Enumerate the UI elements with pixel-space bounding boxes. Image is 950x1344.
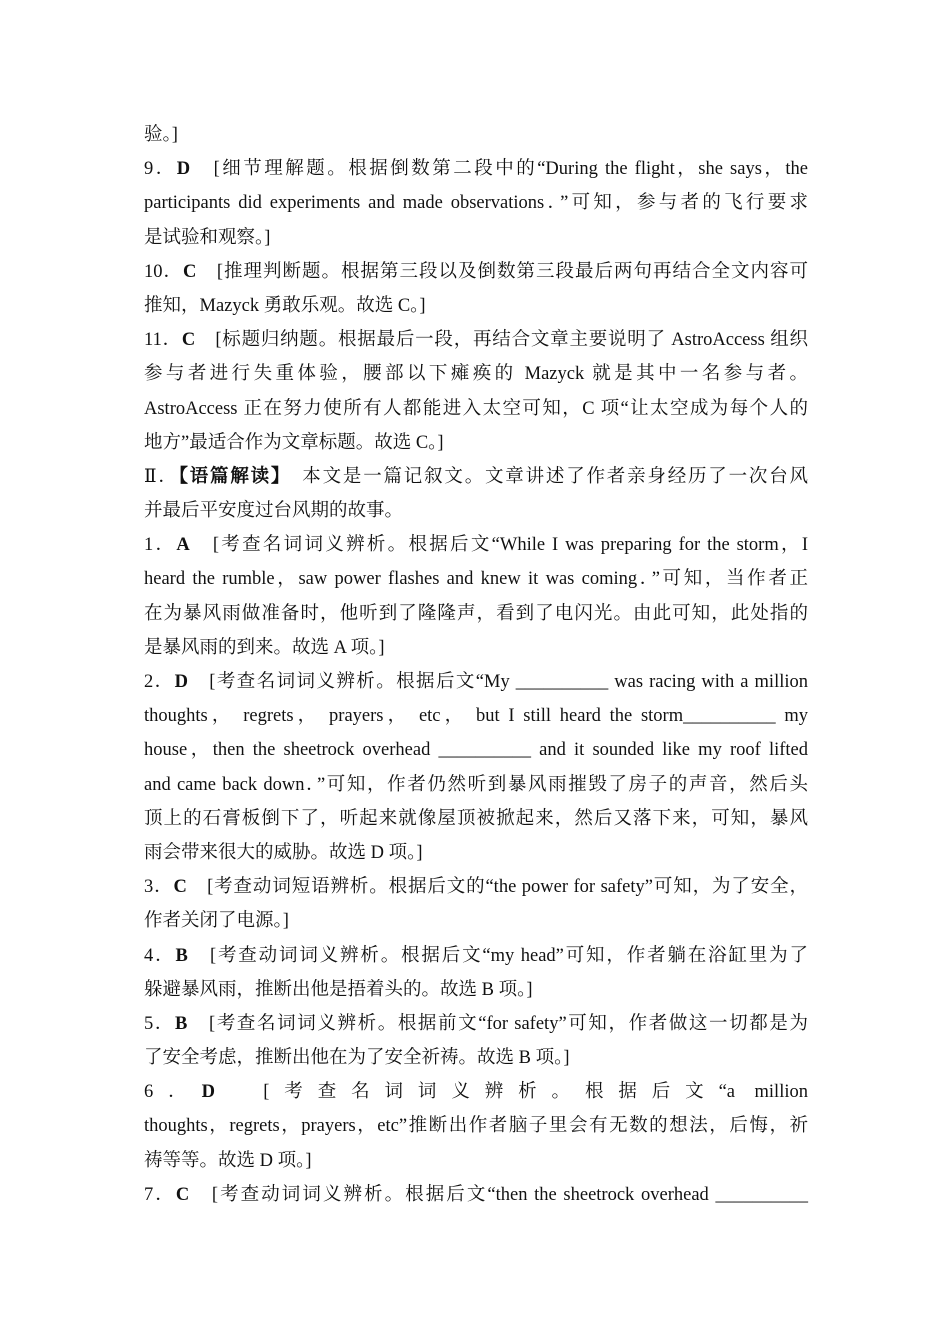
- text-line: 在为暴风雨做准备时，他听到了隆隆声，看到了电闪光。由此可知，此处指的: [144, 603, 808, 624]
- answer-6-line: 6．D [考查名词词义辨析。根据后文“a million: [144, 1082, 808, 1103]
- text-line: and came back down．”可知，作者仍然听到暴风雨摧毁了房子的声音，然后头: [144, 774, 808, 795]
- answer-10-line: 10．C [推理判断题。根据第三段以及倒数第三段最后两句再结合全文内容可: [144, 261, 808, 282]
- text-line: 验。]: [144, 125, 178, 145]
- text-line: 推知，Mazyck 勇敢乐观。故选 C。]: [144, 295, 426, 316]
- text-line: 躲避暴风雨，推断出他是捂着头的。故选 B 项。]: [144, 979, 533, 1000]
- answer-1-line: 1．A [考查名词词义辨析。根据后文“While I was preparing for the storm，I: [144, 535, 808, 556]
- text-line: 是试验和观察。]: [144, 227, 271, 248]
- answer-9-line: 9．D [细节理解题。根据倒数第二段中的“During the flight，she says，the: [144, 159, 808, 180]
- text-line: house，then the sheetrock overhead __________ and it sounded like my roof lifted: [144, 740, 808, 761]
- text-line: AstroAccess 正在努力使所有人都能进入太空可知，C 项“让太空成为每个人的: [144, 398, 808, 419]
- text-line: participants did experiments and made observations．”可知，参与者的飞行要求: [144, 193, 808, 214]
- text-line: 并最后平安度过台风期的故事。: [144, 501, 404, 522]
- text-line: 参与者进行失重体验，腰部以下瘫痪的 Mazyck 就是其中一名参与者。: [144, 364, 808, 385]
- text-line: 是暴风雨的到来。故选 A 项。]: [144, 637, 385, 658]
- answer-2-line: 2．D [考查名词词义辨析。根据后文“My __________ was racing with a million: [144, 672, 808, 692]
- answer-4-line: 4．B [考查动词词义辨析。根据后文“my head”可知，作者躺在浴缸里为了: [144, 945, 808, 966]
- text-line: thoughts， regrets， prayers， etc， but I still heard the storm__________ my: [144, 706, 808, 727]
- text-line: 地方”最适合作为文章标题。故选 C。]: [144, 432, 444, 453]
- text-line: 雨会带来很大的威胁。故选 D 项。]: [144, 842, 423, 863]
- document-page: [144, 118, 808, 1212]
- text-line: heard the rumble，saw power flashes and knew it was coming．”可知，当作者正: [144, 569, 808, 590]
- answer-5-line: 5．B [考查名词词义辨析。根据前文“for safety”可知，作者做这一切都是为: [144, 1013, 808, 1034]
- text-line: 祷等等。故选 D 项。]: [144, 1150, 312, 1171]
- section-ii-header-line: Ⅱ．【语篇解读】 本文是一篇记叙文。文章讲述了作者亲身经历了一次台风: [144, 466, 808, 487]
- text-line: thoughts，regrets，prayers，etc”推断出作者脑子里会有无数的想法，后悔，祈: [144, 1116, 808, 1137]
- answer-3-line: 3．C [考查动词短语辨析。根据后文的“the power for safety”可知，为了安全，: [144, 877, 808, 898]
- text-line: 了安全考虑，推断出他在为了安全祈祷。故选 B 项。]: [144, 1048, 570, 1069]
- text-line: 作者关闭了电源。]: [144, 911, 289, 932]
- text-line: 顶上的石膏板倒下了，听起来就像屋顶被掀起来，然后又落下来，可知，暴风: [144, 808, 808, 829]
- answer-7-line: 7．C [考查动词词义辨析。根据后文“then the sheetrock overhead __________: [144, 1184, 808, 1205]
- answer-11-line: 11．C [标题归纳题。根据最后一段，再结合文章主要说明了 AstroAccess 组织: [144, 330, 808, 351]
